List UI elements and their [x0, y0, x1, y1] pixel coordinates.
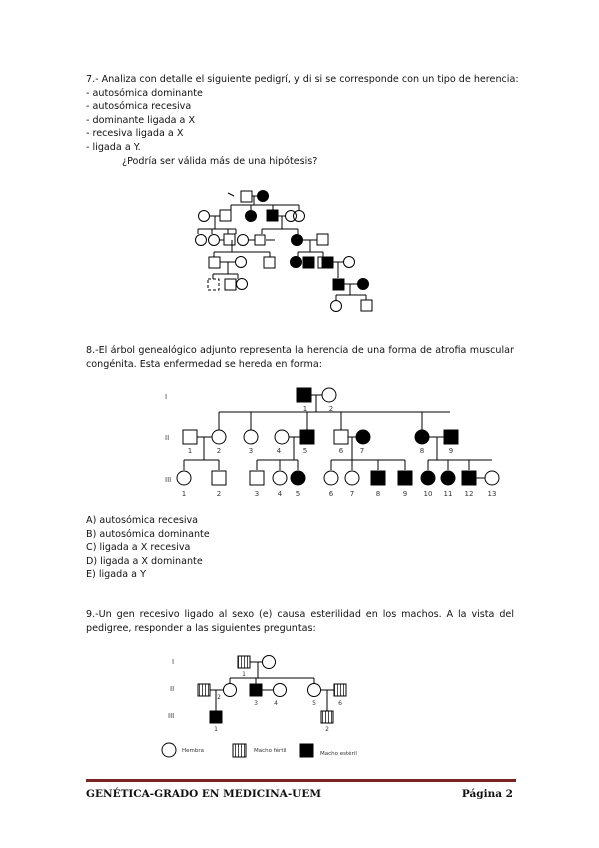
- ind-label: 9: [402, 490, 408, 498]
- page-number: Página 2: [461, 788, 513, 800]
- gen-label: II: [165, 434, 170, 442]
- gen-label: I: [172, 658, 175, 666]
- q8-ind-female-affected: [441, 471, 455, 485]
- q9-ind-male-fertile: [238, 656, 250, 668]
- ind-label: 8: [375, 490, 381, 498]
- ind-label: 1: [214, 726, 218, 733]
- q7-ind-male: [264, 257, 275, 268]
- q7-ind-female-affected: [292, 235, 303, 246]
- ind-label: 11: [443, 490, 453, 498]
- q8-option-b: B) autosómica dominante: [86, 529, 210, 540]
- q8-ind-female: [275, 430, 289, 444]
- ind-label: 3: [254, 490, 260, 498]
- q8-ind-male-affected: [297, 388, 311, 402]
- q9-ind-male-sterile: [210, 711, 222, 723]
- q8-ind-male: [334, 430, 348, 444]
- q7-ind-male: [224, 234, 235, 245]
- q7-ind-female: [331, 301, 342, 312]
- q7-ind-male: [241, 191, 252, 202]
- q8-ind-female-affected: [356, 430, 370, 444]
- ind-label: 1: [242, 671, 246, 678]
- q7-ind-female: [238, 235, 249, 246]
- q9-ind-male-sterile: [250, 684, 262, 696]
- ind-label: 2: [216, 490, 222, 498]
- ind-label: 5: [312, 700, 316, 707]
- q8-ind-male-affected: [444, 430, 458, 444]
- ind-label: 9: [448, 447, 454, 455]
- q7-pedigree: [190, 182, 380, 317]
- ind-label: 6: [328, 490, 334, 498]
- q7-option-3: - dominante ligada a X: [86, 115, 196, 126]
- ind-label: 7: [349, 490, 355, 498]
- q7-ind-female-affected: [358, 279, 369, 290]
- gen-label: II: [170, 685, 175, 693]
- ind-label: 2: [328, 405, 334, 413]
- q7-ind-female: [199, 211, 210, 222]
- ind-label: 6: [338, 447, 344, 455]
- q8-text: 8.-El árbol genealógico adjunto representa la herencia de una forma de atrofia muscular congénita. Esta enfermedad se hereda en forma:: [86, 345, 514, 370]
- legend-fertile-male-icon: [233, 744, 246, 757]
- ind-label: 12: [464, 490, 474, 498]
- q7-ind-female-affected: [246, 211, 257, 222]
- q8-ind-female: [273, 471, 287, 485]
- q8-ind-female: [212, 430, 226, 444]
- q7-option-5: - ligada a Y.: [86, 142, 141, 153]
- q7-option-4: - recesiva ligada a X: [86, 128, 184, 139]
- q8-ind-male: [183, 430, 197, 444]
- q8-ind-female-affected: [421, 471, 435, 485]
- footer-rule: [86, 779, 516, 782]
- legend-female-label: Hembra: [182, 748, 204, 754]
- q8-ind-female: [244, 430, 258, 444]
- q7-ind-male: [255, 235, 265, 245]
- q7-ind-female: [196, 235, 207, 246]
- q9-text: 9.-Un gen recesivo ligado al sexo (e) causa esterilidad en los machos. A la vista del pedigree, responder a las siguientes preguntas:: [86, 609, 514, 634]
- q8-ind-female: [485, 471, 499, 485]
- q7-ind-female-affected: [258, 191, 269, 202]
- q8-option-d: D) ligada a X dominante: [86, 556, 203, 567]
- ind-label: 1: [181, 490, 187, 498]
- ind-label: 8: [419, 447, 425, 455]
- q8-ind-male-affected: [371, 471, 385, 485]
- q8-ind-female: [177, 471, 191, 485]
- q7-ind-female: [209, 235, 220, 246]
- q7-ind-male-affected: [322, 257, 333, 268]
- q7-ind-female: [344, 257, 355, 268]
- q8-ind-female: [322, 388, 336, 402]
- q8-ind-female: [345, 471, 359, 485]
- ind-label: 2: [216, 447, 222, 455]
- q9-ind-male-fertile: [321, 711, 333, 723]
- q7-question: ¿Podría ser válida más de una hipótesis?: [122, 156, 318, 167]
- ind-label: 5: [302, 447, 308, 455]
- q7-ind-male: [209, 257, 220, 268]
- q7-ind-male: [225, 279, 236, 290]
- q7-ind-female: [236, 257, 247, 268]
- gen-label: III: [168, 712, 175, 720]
- q8-ind-male-affected: [398, 471, 412, 485]
- q7-option-2: - autosómica recesiva: [86, 101, 192, 112]
- q7-ind-male-affected: [267, 210, 278, 221]
- q8-ind-male: [212, 471, 226, 485]
- q9-ind-female: [263, 656, 276, 669]
- q8-ind-male: [250, 471, 264, 485]
- gen-label: III: [165, 476, 172, 484]
- ind-label: 3: [248, 447, 254, 455]
- q7-ind-male-affected: [303, 257, 314, 268]
- q8-ind-female-affected: [415, 430, 429, 444]
- q7-ind-male: [361, 300, 372, 311]
- q9-ind-female: [224, 684, 237, 697]
- ind-label: 4: [277, 490, 283, 498]
- ind-label: 5: [295, 490, 301, 498]
- legend-sterile-male-icon: [300, 744, 313, 757]
- ind-label: 4: [274, 700, 278, 707]
- ind-label: 2: [325, 726, 329, 733]
- ind-label: 2: [217, 694, 221, 701]
- q9-pedigree: [160, 650, 370, 770]
- ind-label: 1: [187, 447, 193, 455]
- q7-ind-male: [220, 210, 231, 221]
- legend-female-icon: [162, 743, 176, 757]
- q7-ind-female: [294, 211, 305, 222]
- q9-ind-female: [308, 684, 321, 697]
- ind-label: 4: [276, 447, 282, 455]
- legend-sterile-male-label: Macho estéril: [320, 751, 357, 757]
- ind-label: 3: [254, 700, 258, 707]
- q8-ind-male-affected: [462, 471, 476, 485]
- footer-title: GENÉTICA-GRADO EN MEDICINA-UEM: [86, 788, 321, 800]
- q7-ind-male: [208, 279, 219, 290]
- q9-ind-female: [274, 684, 287, 697]
- ind-label: 10: [423, 490, 433, 498]
- q8-option-e: E) ligada a Y: [86, 569, 146, 580]
- q7-ind-female: [237, 279, 248, 290]
- ind-label: 6: [338, 700, 342, 707]
- q8-pedigree: [160, 382, 505, 502]
- q9-ind-male-fertile: [334, 684, 346, 696]
- ind-label: 13: [487, 490, 497, 498]
- q7-intro: 7.- Analiza con detalle el siguiente pedigrí, y di si se corresponde con un tipo de herencia:: [86, 74, 519, 85]
- ind-label: 1: [302, 405, 308, 413]
- q8-option-c: C) ligada a X recesiva: [86, 542, 191, 553]
- q8-ind-female-affected: [291, 471, 305, 485]
- ind-label: 7: [359, 447, 365, 455]
- q7-ind-male-affected: [333, 279, 344, 290]
- q7-option-1: - autosómica dominante: [86, 88, 203, 99]
- q7-ind-female-affected: [291, 257, 302, 268]
- q8-ind-male-affected: [300, 430, 314, 444]
- q9-ind-male-fertile: [198, 684, 210, 696]
- gen-label: I: [165, 393, 168, 401]
- q7-ind-male: [317, 234, 328, 245]
- q8-option-a: A) autosómica recesiva: [86, 515, 199, 526]
- legend-fertile-male-label: Macho fértil: [254, 748, 287, 754]
- q8-ind-female: [324, 471, 338, 485]
